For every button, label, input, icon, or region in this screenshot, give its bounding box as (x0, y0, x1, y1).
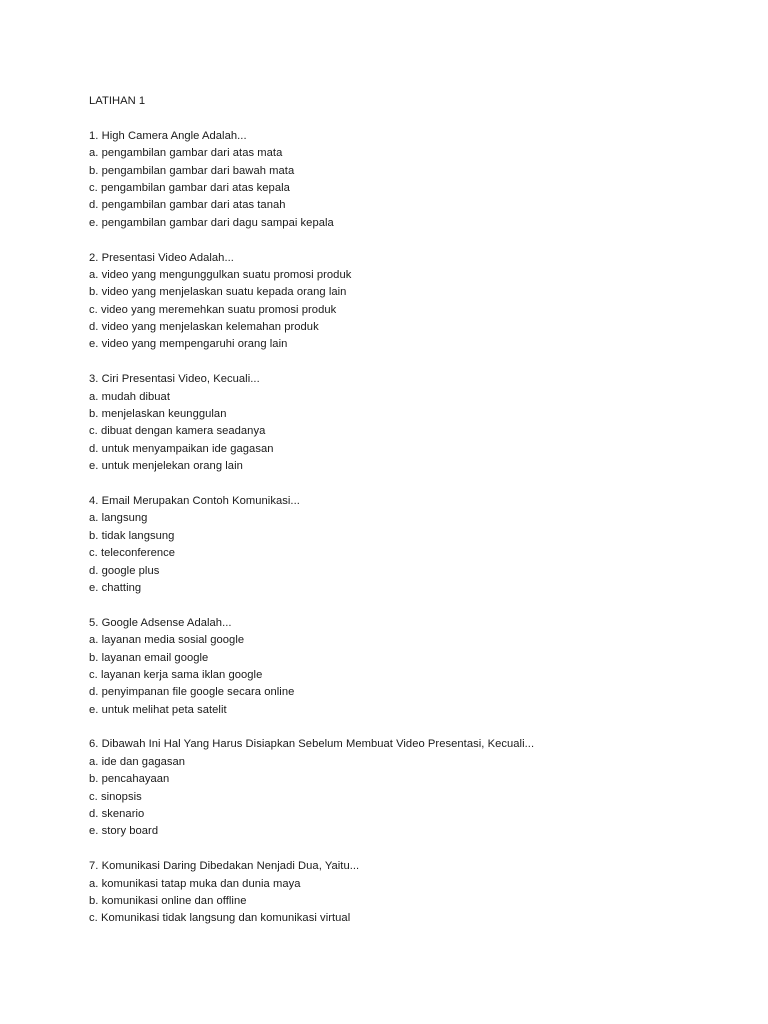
answer-option: b. menjelaskan keunggulan (89, 408, 227, 421)
question-text: 2. Presentasi Video Adalah... (89, 251, 234, 264)
question-text: 3. Ciri Presentasi Video, Kecuali... (89, 373, 260, 386)
answer-option: a. layanan media sosial google (89, 634, 245, 647)
question-list (89, 128, 729, 928)
question-block (89, 736, 729, 840)
answer-option: d. pengambilan gambar dari atas tanah (89, 199, 286, 212)
question-block (89, 250, 729, 354)
answer-option: e. untuk menjelekan orang lain (89, 460, 243, 473)
answer-option: c. dibuat dengan kamera seadanya (89, 425, 266, 438)
answer-option: d. untuk menyampaikan ide gagasan (89, 442, 274, 455)
question-text: 7. Komunikasi Daring Dibedakan Nenjadi Dua, Yaitu... (89, 860, 360, 873)
question-text: 1. High Camera Angle Adalah... (89, 129, 247, 142)
answer-option: b. tidak langsung (89, 529, 175, 542)
answer-option: d. penyimpanan file google secara online (89, 686, 295, 699)
answer-option: c. video yang meremehkan suatu promosi produk (89, 303, 337, 316)
answer-option: b. komunikasi online dan offline (89, 894, 247, 907)
question-block (89, 858, 729, 928)
document-content (89, 93, 729, 945)
answer-option: e. untuk melihat peta satelit (89, 703, 227, 716)
answer-option: c. Komunikasi tidak langsung dan komunikasi virtual (89, 912, 351, 925)
answer-option: e. chatting (89, 581, 142, 594)
answer-option: e. pengambilan gambar dari dagu sampai kepala (89, 216, 334, 229)
answer-option: c. layanan kerja sama iklan google (89, 668, 263, 681)
answer-option: d. video yang menjelaskan kelemahan produk (89, 321, 319, 334)
answer-option: a. mudah dibuat (89, 390, 170, 403)
answer-option: a. komunikasi tatap muka dan dunia maya (89, 877, 301, 890)
question-text: 6. Dibawah Ini Hal Yang Harus Disiapkan Sebelum Membuat Video Presentasi, Kecuali... (89, 738, 535, 751)
document-title: LATIHAN 1 (89, 95, 146, 107)
answer-option: d. skenario (89, 808, 145, 821)
question-block (89, 128, 729, 232)
question-block (89, 615, 729, 719)
answer-option: e. story board (89, 825, 159, 838)
answer-option: a. video yang mengunggulkan suatu promosi produk (89, 268, 352, 281)
answer-option: b. layanan email google (89, 651, 209, 664)
answer-option: a. ide dan gagasan (89, 755, 186, 768)
answer-option: c. teleconference (89, 547, 176, 560)
question-text: 4. Email Merupakan Contoh Komunikasi... (89, 494, 300, 507)
question-block (89, 371, 729, 475)
answer-option: e. video yang mempengaruhi orang lain (89, 338, 288, 351)
answer-option: b. video yang menjelaskan suatu kepada orang lain (89, 286, 347, 299)
answer-option: a. pengambilan gambar dari atas mata (89, 147, 283, 160)
answer-option: c. sinopsis (89, 790, 142, 803)
answer-option: b. pengambilan gambar dari bawah mata (89, 164, 295, 177)
answer-option: c. pengambilan gambar dari atas kepala (89, 181, 290, 194)
answer-option: b. pencahayaan (89, 773, 170, 786)
answer-option: a. langsung (89, 512, 148, 525)
question-text: 5. Google Adsense Adalah... (89, 616, 232, 629)
question-block (89, 493, 729, 597)
answer-option: d. google plus (89, 564, 160, 577)
